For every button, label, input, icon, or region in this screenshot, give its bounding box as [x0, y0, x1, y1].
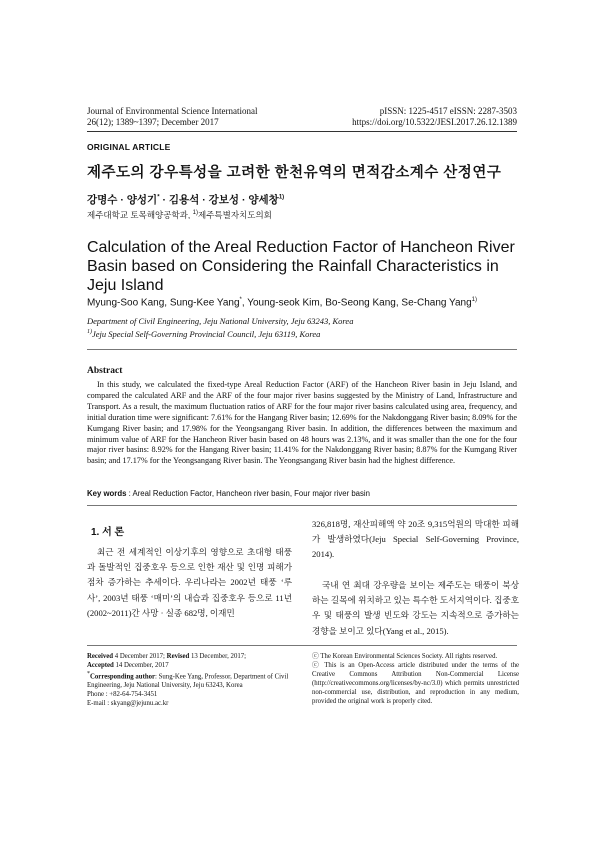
accepted-date: 14 December, 2017	[113, 662, 169, 669]
revised-date: 13 December, 2017;	[189, 653, 247, 660]
affiliation-korean	[87, 209, 272, 221]
abstract-body: In this study, we calculated the fixed-type Areal Reduction Factor (ARF) of the Hancheon River basin in Jeju Island, and compared the calculated ARF and the ARF of the four major river basins suggested by the Ministry of Land, Infrastructure and Transport. As a result, the maximum fluctuation ratios of ARF for the four major river basins calculated using area, frequency, and initial duration time were significant: 7.61% for the Hangang River basin; 12.69% for the Nakdonggang River basin; 8.09% for the Kumgang River basin; and 17.98% for the Yeongsangang River basin. In addition, the differences between the maximum and minimum value of ARF for the Hancheon River basin based on 48 hours was 2.13%, and it was smaller than the one for the four major river basins: 8.92% for the Hangang River basin; 11.41% for the Nakdonggang River basin; 8.87% for the Kumgang River basin; and 17.17% for the Yeongsangang River basin. The Yeongsangang River basin had the highest difference.	[87, 380, 517, 466]
header-divider	[87, 131, 517, 132]
copyright-line: ⓒ The Korean Environmental Sciences Society. All rights reserved.	[312, 653, 498, 660]
divider	[87, 349, 517, 350]
affiliation-korean-1: 제주대학교 토목해양공학과,	[87, 210, 193, 220]
affiliation-mark: 1)	[192, 210, 198, 217]
license-notice	[312, 652, 519, 706]
corresponding-text: : Sung-Kee Yang, Professor, Department of Civil Engineering, Jeju National University, Jeju 63243, Korea	[87, 673, 289, 690]
divider	[87, 505, 517, 506]
affiliation-english-1: Department of Civil Engineering, Jeju National University, Jeju 63243, Korea	[87, 316, 354, 326]
keywords	[87, 489, 517, 498]
affiliation-mark: 1)	[471, 297, 477, 303]
corresponding-author	[87, 670, 297, 690]
authors-english-a: Myung-Soo Kang, Sung-Kee Yang	[87, 297, 240, 309]
article-history	[87, 652, 297, 708]
affiliation-korean-2: 제주특별자치도의회	[197, 210, 272, 220]
corresponding-mark: *	[239, 297, 242, 303]
accepted-label: Accepted	[87, 662, 114, 669]
title-korean: 제주도의 강우특성을 고려한 한천유역의 면적감소계수 산정연구	[87, 165, 502, 181]
journal-name: Journal of Environmental Science International	[87, 106, 258, 116]
corresponding-mark: *	[157, 194, 160, 201]
email-link[interactable]: E-mail : skyang@jejunu.ac.kr	[87, 700, 169, 708]
journal-identifiers	[297, 106, 517, 128]
authors-korean-a: 강명수 · 양성기	[87, 194, 158, 206]
doi-link[interactable]: https://doi.org/10.5322/JESI.2017.26.12.1389	[352, 117, 517, 127]
keywords-text: : Areal Reduction Factor, Hancheon river basin, Four major river basin	[126, 489, 370, 498]
section-heading: 1. 서 론	[91, 527, 125, 538]
affiliation-mark: 1)	[87, 329, 92, 336]
authors-korean-b: · 김용석 · 강보성 · 양세창	[159, 194, 279, 206]
article-type: ORIGINAL ARTICLE	[87, 142, 171, 152]
corresponding-mark: *	[87, 671, 90, 677]
affiliation-mark: 1)	[278, 194, 285, 201]
volume-info: 26(12); 1389~1397; December 2017	[87, 117, 219, 127]
accepted-line	[87, 661, 297, 670]
title-english: Calculation of the Areal Reduction Factor of Hancheon River Basin based on Considering the Rainfall Characteristics in Jeju Island	[87, 239, 515, 294]
intro-paragraph-right-1: 326,818명, 재산피해액 약 20조 9,315억원의 막대한 피해가 발생하였다(Jeju Special Self-Governing Province, 2014).	[312, 519, 519, 560]
received-date: 4 December 2017;	[113, 653, 167, 660]
revised-label: Revised	[166, 653, 190, 660]
footnote-divider	[87, 645, 517, 646]
authors-korean	[87, 192, 284, 207]
received-label: Received	[87, 653, 114, 660]
keywords-label: Key words	[87, 489, 127, 498]
affiliation-english-2	[87, 329, 320, 339]
corresponding-label: Corresponding author	[90, 673, 156, 681]
intro-paragraph-right-2: 국내 연 최대 강우량을 보이는 제주도는 태풍이 북상하는 길목에 위치하고 있는 특수한 도서지역이다. 집중호우 및 태풍의 발생 빈도와 강도는 지속적으로 증가하는 경향을 보이고 있다(Yang et al., 2015).	[312, 580, 519, 636]
affiliation-english-2-text: Jeju Special Self-Governing Provincial Council, Jeju 63119, Korea	[92, 329, 321, 339]
license-text: ⓒ This is an Open-Access article distributed under the terms of the Creative Commons Attribution Non-Commercial License (http://creativecommons.org/licenses/by-nc/3.0) which permits unrestricted non-commercial use, distribution, and reproduction in any medium, provided the original work is properly cited.	[312, 662, 519, 705]
intro-paragraph-left: 최근 전 세계적인 이상기후의 영향으로 초대형 태풍과 돌발적인 집중호우 등으로 인한 재산 및 인명 피해가 점차 증가하는 추세이다. 우리나라는 2002년 태풍 ‘루사’, 2003년 태풍 ‘매미’의 내습과 집중호우 등으로 11년(2002~2011)간 사망 · 실종 682명, 이재민	[87, 547, 292, 618]
issn: pISSN: 1225-4517 eISSN: 2287-3503	[379, 106, 517, 116]
authors-english-b: , Young-seok Kim, Bo-Seong Kang, Se-Chang Yang	[241, 297, 472, 309]
journal-citation	[87, 106, 307, 128]
received-line	[87, 652, 297, 661]
authors-english	[87, 297, 527, 308]
abstract-heading: Abstract	[87, 366, 123, 376]
phone: Phone : +82-64-754-3451	[87, 691, 158, 699]
